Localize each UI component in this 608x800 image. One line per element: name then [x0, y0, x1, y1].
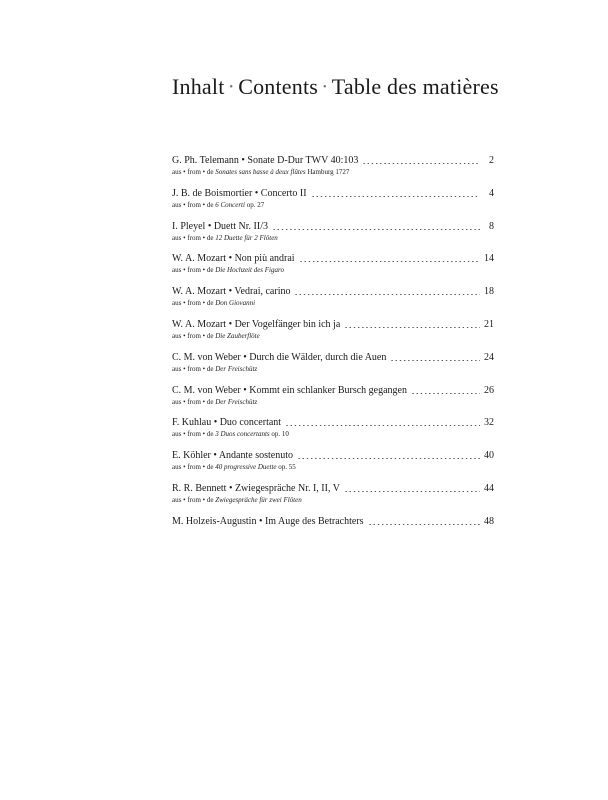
toc-entry[interactable] — [172, 352, 494, 385]
toc-entry-source — [172, 462, 494, 472]
toc-entry-line — [172, 516, 494, 528]
title-separator: • — [323, 82, 327, 93]
toc-entry-title: C. M. von Weber • Durch die Wälder, durch die Auen — [172, 351, 387, 363]
source-prefix: aus • from • de — [172, 495, 214, 504]
toc-entry-line — [172, 155, 494, 167]
title-separator: • — [229, 82, 234, 93]
toc-entry-source — [172, 265, 494, 275]
toc-entry-title: I. Pleyel • Duett Nr. II/3 — [172, 220, 268, 232]
source-prefix: aus • from • de — [172, 266, 214, 275]
source-work: Don Giovanni — [215, 299, 256, 308]
toc-entry-line — [172, 253, 494, 265]
toc-entry-source — [172, 167, 494, 177]
dot-leader — [272, 229, 480, 230]
toc-entry[interactable] — [172, 319, 494, 352]
source-work: Zwiegespräche für zwei Flöten — [215, 495, 302, 504]
dot-leader — [285, 425, 480, 426]
toc-entry-source — [172, 364, 494, 374]
toc-entry[interactable] — [172, 450, 494, 483]
toc-entry-title: G. Ph. Telemann • Sonate D-Dur TWV 40:103 — [172, 155, 359, 166]
source-prefix: aus • from • de — [172, 331, 214, 340]
toc-page-number: 2 — [489, 155, 494, 166]
source-prefix: aus • from • de — [172, 168, 214, 176]
toc-entry-line — [172, 450, 494, 462]
source-prefix: aus • from • de — [172, 233, 214, 242]
toc-entry[interactable] — [172, 385, 494, 418]
toc-entry-line — [172, 352, 494, 364]
toc-entry-title: W. A. Mozart • Der Vogelfänger bin ich ja — [172, 318, 341, 330]
dot-leader — [390, 360, 480, 361]
toc-page-number: 21 — [484, 318, 494, 330]
toc-entry-line — [172, 417, 494, 429]
toc-entry-title: F. Kuhlau • Duo concertant — [172, 417, 282, 429]
toc-entry-source — [172, 331, 494, 341]
dot-leader — [299, 261, 480, 262]
toc-page-number: 24 — [484, 351, 494, 363]
toc-entry[interactable] — [172, 516, 494, 549]
title-english: Contents — [238, 74, 319, 99]
source-work: Sonates sans basse à deux flûtes — [215, 168, 306, 176]
source-work: Die Hochzeit des Figaro — [215, 266, 284, 275]
source-work: 3 Duos concertants — [215, 430, 270, 439]
toc-entry-title: E. Köhler • Andante sostenuto — [172, 450, 293, 462]
toc-entry-source — [172, 200, 494, 210]
toc-entry-source — [172, 397, 494, 407]
toc-entry-line — [172, 188, 494, 200]
dot-leader — [368, 524, 480, 525]
toc-entry[interactable] — [172, 188, 494, 221]
dot-leader — [344, 491, 480, 492]
page-title — [172, 74, 499, 100]
toc-entry-source — [172, 298, 494, 308]
toc-entry[interactable] — [172, 417, 494, 450]
toc-page-number: 14 — [484, 253, 494, 265]
toc-page-number: 44 — [484, 482, 494, 494]
toc-entry-line — [172, 286, 494, 298]
source-prefix: aus • from • de — [172, 430, 214, 439]
source-suffix: op. 10 — [269, 430, 289, 439]
source-work: 6 Concerti — [215, 200, 245, 209]
toc-page-number: 48 — [484, 515, 494, 527]
source-prefix: aus • from • de — [172, 299, 214, 308]
toc-entry-title: J. B. de Boismortier • Concerto II — [172, 187, 307, 199]
source-prefix: aus • from • de — [172, 463, 214, 472]
toc-entry-title: C. M. von Weber • Kommt ein schlanker Bursch gegangen — [172, 384, 407, 396]
toc-entry-line — [172, 221, 494, 233]
toc-entry-line — [172, 385, 494, 397]
source-work: Der Freischütz — [215, 397, 258, 406]
toc-entry-source — [172, 429, 494, 439]
toc-page-number: 26 — [484, 384, 494, 396]
source-suffix: op. 55 — [276, 463, 296, 472]
source-prefix: aus • from • de — [172, 200, 214, 209]
toc-entry-line — [172, 483, 494, 495]
dot-leader — [294, 294, 480, 295]
source-suffix: Hamburg 1727 — [305, 168, 350, 176]
toc-entry-source — [172, 233, 494, 243]
toc-entry-title: W. A. Mozart • Vedrai, carino — [172, 286, 291, 298]
source-work: 40 progressive Duette — [215, 463, 277, 472]
dot-leader — [344, 327, 480, 328]
source-prefix: aus • from • de — [172, 397, 214, 406]
table-of-contents — [172, 155, 494, 549]
toc-page-number: 40 — [484, 450, 494, 462]
source-work: 12 Duette für 2 Flöten — [215, 233, 278, 242]
title-french: Table des matières — [331, 74, 499, 99]
source-prefix: aus • from • de — [172, 364, 214, 373]
title-german: Inhalt — [172, 74, 225, 99]
dot-leader — [411, 393, 480, 394]
dot-leader — [297, 458, 480, 459]
toc-entry-source — [172, 495, 494, 505]
toc-entry[interactable] — [172, 221, 494, 254]
toc-entry-title: M. Holzeis-Augustin • Im Auge des Betrachters — [172, 515, 364, 527]
toc-page-number: 4 — [489, 187, 494, 199]
source-suffix: op. 27 — [244, 200, 265, 209]
dot-leader — [311, 196, 480, 197]
toc-page-number: 18 — [484, 286, 494, 298]
toc-entry[interactable] — [172, 286, 494, 319]
toc-entry[interactable] — [172, 253, 494, 286]
dot-leader — [362, 163, 480, 164]
toc-entry-title: W. A. Mozart • Non più andrai — [172, 253, 295, 265]
source-work: Der Freischütz — [215, 364, 258, 373]
toc-entry-title: R. R. Bennett • Zwiegespräche Nr. I, II, V — [172, 482, 340, 494]
toc-page-number: 32 — [484, 417, 494, 429]
source-work: Die Zauberflöte — [215, 331, 260, 340]
toc-entry[interactable] — [172, 155, 494, 188]
toc-entry-line — [172, 319, 494, 331]
toc-entry[interactable] — [172, 483, 494, 516]
toc-page-number: 8 — [489, 220, 494, 232]
